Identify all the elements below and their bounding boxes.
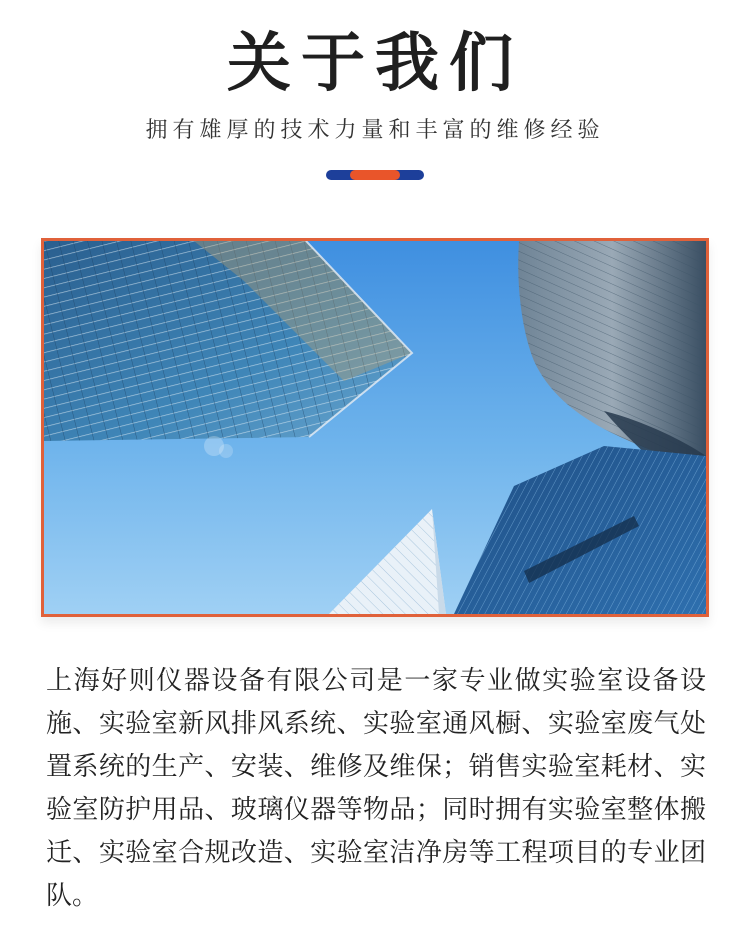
title-divider-highlight <box>350 170 400 180</box>
company-intro: 上海好则仪器设备有限公司是一家专业做实验室设备设施、实验室新风排风系统、实验室通风橱、实验室废气处置系统的生产、安装、维修及维保；销售实验室耗材、实验室防护用品、玻璃仪器等物品；同时拥有实验室整体搬迁、实验室合规改造、实验室洁净房等工程项目的专业团队。 <box>46 666 706 911</box>
page-title: 关于我们 <box>227 27 523 101</box>
building-photo <box>41 238 709 617</box>
page-subtitle: 拥有雄厚的技术力量和丰富的维修经验 <box>145 118 605 143</box>
skyscraper-illustration <box>44 241 706 614</box>
title-divider <box>326 170 424 180</box>
